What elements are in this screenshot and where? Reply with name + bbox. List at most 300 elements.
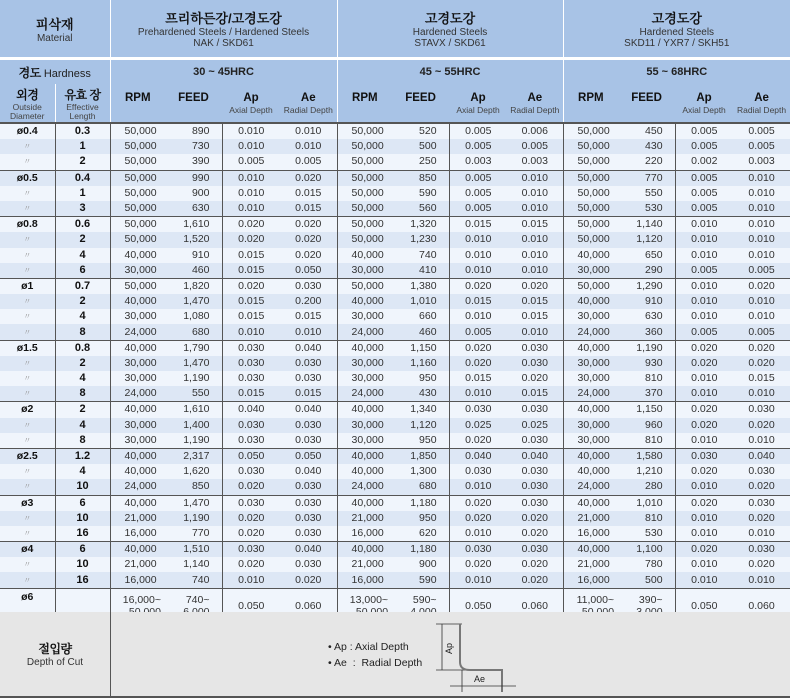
table-row — [0, 464, 790, 479]
group-2-ko: 고경도강 — [424, 11, 476, 26]
feed-cell: 1,400 — [165, 418, 222, 433]
feed-cell: 1,210 — [618, 464, 675, 479]
feed-cell: 620 — [392, 526, 449, 542]
col-header-ae-group-3 — [733, 84, 790, 123]
ae-cell: 0.010 — [507, 232, 563, 247]
table-row — [0, 371, 790, 386]
ap-cell: 0.010 — [675, 309, 733, 324]
col-header-ap-sub: Axial Depth — [229, 104, 273, 115]
rpm-cell: 40,000 — [110, 340, 165, 356]
rpm-cell: 50,000 — [110, 154, 165, 170]
feed-cell: 950 — [392, 433, 449, 449]
ap-cell: 0.010 — [675, 371, 733, 386]
diameter-cell: ø0.4 — [0, 123, 55, 139]
ae-cell: 0.050 — [280, 263, 337, 279]
length-cell: 10 — [55, 511, 110, 526]
ap-cell: 0.010 — [675, 217, 733, 233]
ap-cell: 0.015 — [449, 217, 507, 233]
feed-cell: 810 — [618, 433, 675, 449]
length-cell: 8 — [55, 386, 110, 402]
length-cell: 0.6 — [55, 217, 110, 233]
rpm-cell: 21,000 — [110, 511, 165, 526]
ae-cell: 0.010 — [733, 170, 790, 186]
ap-cell: 0.010 — [675, 294, 733, 309]
ap-cell: 0.040 — [222, 402, 280, 418]
ap-cell: 0.005 — [675, 263, 733, 279]
ap-cell: 0.020 — [449, 340, 507, 356]
feed-cell: 780 — [618, 557, 675, 572]
feed-range-cell-line: 740~ — [185, 593, 210, 606]
group-2-grades: STAVX / SKD61 — [414, 38, 486, 49]
rpm-cell: 50,000 — [337, 201, 392, 217]
rpm-cell: 24,000 — [563, 479, 618, 495]
feed-cell: 1,010 — [392, 294, 449, 309]
rpm-cell: 30,000 — [110, 371, 165, 386]
feed-cell: 1,190 — [165, 511, 222, 526]
feed-cell: 810 — [618, 371, 675, 386]
rpm-cell: 50,000 — [337, 139, 392, 154]
ae-cell: 0.010 — [733, 217, 790, 233]
feed-cell: 1,850 — [392, 448, 449, 464]
rpm-cell: 24,000 — [563, 386, 618, 402]
rpm-cell: 40,000 — [563, 448, 618, 464]
ae-cell: 0.020 — [507, 278, 563, 294]
feed-cell: 550 — [165, 386, 222, 402]
length-cell: 10 — [55, 479, 110, 495]
feed-cell: 1,140 — [618, 217, 675, 233]
rpm-cell: 30,000 — [110, 263, 165, 279]
ae-cell: 0.005 — [733, 263, 790, 279]
length-cell: 16 — [55, 572, 110, 588]
feed-cell: 250 — [392, 154, 449, 170]
ae-cell: 0.040 — [280, 464, 337, 479]
ae-cell: 0.020 — [507, 557, 563, 572]
rpm-cell: 21,000 — [563, 511, 618, 526]
diameter-cell: ø0.8 — [0, 217, 55, 233]
ap-cell: 0.020 — [449, 278, 507, 294]
ae-cell: 0.020 — [733, 278, 790, 294]
ap-cell: 0.010 — [675, 278, 733, 294]
feed-cell: 1,150 — [618, 402, 675, 418]
rpm-cell: 50,000 — [563, 232, 618, 247]
ae-cell: 0.010 — [507, 248, 563, 263]
col-header-ae-label: Ae — [754, 91, 769, 104]
group-1-grades: NAK / SKD61 — [193, 38, 254, 49]
diagram-ap-label: Ap — [444, 642, 454, 654]
ae-cell: 0.010 — [733, 186, 790, 201]
col-header-feed-label: FEED — [631, 92, 662, 104]
length-cell: 1 — [55, 186, 110, 201]
table-row — [0, 526, 790, 542]
ae-cell: 0.040 — [280, 542, 337, 558]
diameter-cell: 〃 — [0, 479, 55, 495]
table-row — [0, 418, 790, 433]
ap-cell: 0.020 — [449, 511, 507, 526]
diameter-cell: 〃 — [0, 263, 55, 279]
length-cell: 8 — [55, 324, 110, 340]
ap-cell: 0.003 — [449, 154, 507, 170]
rpm-cell: 40,000 — [110, 464, 165, 479]
ae-cell: 0.010 — [733, 232, 790, 247]
feed-cell: 890 — [165, 123, 222, 139]
length-cell: 4 — [55, 309, 110, 324]
rpm-cell: 30,000 — [337, 418, 392, 433]
col-header-ap-label: Ap — [696, 91, 712, 104]
diameter-en2: Diameter — [10, 110, 45, 121]
rpm-cell: 21,000 — [337, 557, 392, 572]
material-en: Material — [36, 32, 73, 44]
rpm-cell: 40,000 — [110, 448, 165, 464]
ae-cell: 0.020 — [733, 340, 790, 356]
rpm-cell: 30,000 — [563, 263, 618, 279]
ae-cell: 0.015 — [507, 309, 563, 324]
rpm-cell: 30,000 — [563, 356, 618, 371]
table-row — [0, 248, 790, 263]
ae-cell: 0.003 — [507, 154, 563, 170]
feed-cell: 770 — [165, 526, 222, 542]
ap-cell: 0.020 — [222, 278, 280, 294]
rpm-cell: 50,000 — [563, 201, 618, 217]
feed-cell: 430 — [392, 386, 449, 402]
rpm-cell: 16,000 — [563, 572, 618, 588]
table-row — [0, 402, 790, 418]
length-cell: 16 — [55, 526, 110, 542]
ae-cell: 0.040 — [280, 340, 337, 356]
diameter-cell: 〃 — [0, 324, 55, 340]
feed-cell: 1,320 — [392, 217, 449, 233]
ae-cell: 0.020 — [507, 526, 563, 542]
table-row — [0, 170, 790, 186]
ap-cell: 0.030 — [222, 495, 280, 511]
length-cell: 0.8 — [55, 340, 110, 356]
ap-cell: 0.005 — [449, 201, 507, 217]
feed-cell: 1,470 — [165, 294, 222, 309]
ap-cell: 0.030 — [222, 418, 280, 433]
length-header — [55, 84, 110, 123]
ap-cell: 0.020 — [675, 495, 733, 511]
ap-cell: 0.030 — [449, 402, 507, 418]
feed-cell: 1,190 — [618, 340, 675, 356]
ae-cell: 0.010 — [280, 324, 337, 340]
ap-cell: 0.005 — [675, 186, 733, 201]
table-row — [0, 340, 790, 356]
hardness-group-1: 30 ~ 45HRC — [110, 60, 337, 84]
rpm-cell: 30,000 — [337, 309, 392, 324]
diameter-cell: 〃 — [0, 139, 55, 154]
ae-cell: 0.020 — [280, 170, 337, 186]
depth-of-cut-diagram — [436, 620, 518, 694]
table-row — [0, 448, 790, 464]
legend-ap-key: Ap — [334, 641, 347, 653]
rpm-cell: 30,000 — [110, 433, 165, 449]
feed-cell: 1,610 — [165, 402, 222, 418]
rpm-cell: 40,000 — [110, 542, 165, 558]
depth-of-cut-ko: 절입량 — [38, 642, 72, 656]
feed-cell: 430 — [618, 139, 675, 154]
ae-cell-line: 0.060 — [748, 599, 775, 612]
feed-cell: 290 — [618, 263, 675, 279]
ap-cell: 0.020 — [449, 356, 507, 371]
feed-cell: 1,120 — [618, 232, 675, 247]
table-row — [0, 154, 790, 170]
feed-cell: 740 — [392, 248, 449, 263]
feed-cell: 1,340 — [392, 402, 449, 418]
rpm-cell: 50,000 — [337, 278, 392, 294]
feed-cell: 950 — [392, 371, 449, 386]
ap-cell: 0.005 — [449, 170, 507, 186]
rpm-cell: 50,000 — [337, 154, 392, 170]
feed-cell: 1,160 — [392, 356, 449, 371]
col-header-ae-group-1 — [280, 84, 337, 123]
group-1-ko: 프리하든강/고경도강 — [165, 11, 282, 26]
ap-cell: 0.015 — [222, 294, 280, 309]
diagram-ae-label: Ae — [474, 674, 486, 684]
rpm-cell: 40,000 — [563, 464, 618, 479]
diameter-cell: 〃 — [0, 248, 55, 263]
ae-cell: 0.200 — [280, 294, 337, 309]
ae-cell: 0.030 — [733, 464, 790, 479]
ap-cell: 0.010 — [449, 248, 507, 263]
ap-cell: 0.030 — [449, 464, 507, 479]
ap-cell: 0.020 — [449, 433, 507, 449]
ap-cell: 0.010 — [222, 123, 280, 139]
hardness-label — [0, 60, 110, 84]
ap-cell: 0.020 — [449, 557, 507, 572]
ap-cell: 0.010 — [449, 526, 507, 542]
ap-cell: 0.030 — [222, 433, 280, 449]
rpm-cell: 30,000 — [563, 371, 618, 386]
ae-cell: 0.030 — [507, 479, 563, 495]
feed-cell: 650 — [618, 248, 675, 263]
ae-cell-line: 0.060 — [295, 599, 322, 612]
ae-cell: 0.020 — [733, 356, 790, 371]
length-cell: 2 — [55, 356, 110, 371]
legend-ae-text: Radial Depth — [361, 657, 423, 669]
ap-cell: 0.010 — [675, 557, 733, 572]
ae-cell: 0.005 — [507, 139, 563, 154]
ae-cell: 0.005 — [280, 154, 337, 170]
ap-cell: 0.020 — [675, 542, 733, 558]
group-1-en: Prehardened Steels / Hardened Steels — [137, 27, 310, 38]
table-row — [0, 186, 790, 201]
ap-cell: 0.020 — [675, 464, 733, 479]
rpm-cell: 21,000 — [110, 557, 165, 572]
rpm-cell: 50,000 — [337, 232, 392, 247]
ae-cell: 0.030 — [280, 356, 337, 371]
rpm-cell: 40,000 — [337, 464, 392, 479]
ae-cell: 0.010 — [280, 123, 337, 139]
feed-cell: 1,190 — [165, 371, 222, 386]
table-row — [0, 433, 790, 449]
ap-cell: 0.010 — [675, 232, 733, 247]
rpm-cell: 30,000 — [337, 433, 392, 449]
depth-legend — [328, 639, 422, 671]
feed-cell: 630 — [618, 309, 675, 324]
feed-cell: 1,140 — [165, 557, 222, 572]
feed-cell: 930 — [618, 356, 675, 371]
feed-cell: 220 — [618, 154, 675, 170]
length-cell: 6 — [55, 495, 110, 511]
col-header-rpm-label: RPM — [578, 92, 604, 104]
table-row — [0, 511, 790, 526]
ap-cell: 0.010 — [222, 186, 280, 201]
ap-cell: 0.005 — [675, 324, 733, 340]
ap-cell: 0.005 — [449, 139, 507, 154]
depth-of-cut-label — [0, 612, 111, 696]
feed-cell: 460 — [392, 324, 449, 340]
rpm-cell: 50,000 — [337, 186, 392, 201]
feed-cell: 450 — [618, 123, 675, 139]
ae-cell: 0.010 — [733, 201, 790, 217]
ap-cell: 0.020 — [222, 232, 280, 247]
diameter-cell: 〃 — [0, 294, 55, 309]
ae-cell: 0.015 — [507, 294, 563, 309]
length-cell: 4 — [55, 248, 110, 263]
length-cell: 2 — [55, 154, 110, 170]
feed-cell: 900 — [392, 557, 449, 572]
col-header-feed-label: FEED — [405, 92, 436, 104]
feed-cell: 730 — [165, 139, 222, 154]
rpm-cell: 40,000 — [337, 340, 392, 356]
feed-cell: 990 — [165, 170, 222, 186]
hardness-group-3: 55 ~ 68HRC — [563, 60, 790, 84]
ap-cell: 0.010 — [449, 309, 507, 324]
diameter-cell: 〃 — [0, 511, 55, 526]
feed-cell: 2,317 — [165, 448, 222, 464]
table-row — [0, 201, 790, 217]
diameter-cell: ø2 — [0, 402, 55, 418]
ap-cell: 0.040 — [449, 448, 507, 464]
ap-cell: 0.010 — [449, 263, 507, 279]
col-header-ap-label: Ap — [470, 91, 486, 104]
col-header-rpm-group-1 — [110, 84, 165, 123]
table-row — [0, 139, 790, 154]
feed-cell: 1,610 — [165, 217, 222, 233]
rpm-cell: 40,000 — [110, 495, 165, 511]
col-header-rpm-group-3 — [563, 84, 618, 123]
feed-range-cell-line: 390~ — [638, 593, 663, 606]
ae-cell: 0.050 — [280, 448, 337, 464]
length-cell: 1.2 — [55, 448, 110, 464]
group-header-2 — [337, 0, 563, 57]
diameter-cell: 〃 — [0, 201, 55, 217]
rpm-cell: 30,000 — [563, 418, 618, 433]
diameter-header — [0, 84, 55, 123]
ae-cell: 0.020 — [507, 572, 563, 588]
col-header-ap-sub: Axial Depth — [456, 104, 500, 115]
ae-cell: 0.020 — [733, 511, 790, 526]
ap-cell: 0.020 — [449, 495, 507, 511]
rpm-cell: 50,000 — [563, 170, 618, 186]
table-row — [0, 263, 790, 279]
rpm-cell: 30,000 — [110, 356, 165, 371]
ap-cell: 0.005 — [449, 123, 507, 139]
ae-cell: 0.030 — [507, 464, 563, 479]
ap-cell: 0.005 — [222, 154, 280, 170]
feed-cell: 740 — [165, 572, 222, 588]
length-cell: 2 — [55, 294, 110, 309]
feed-cell: 530 — [618, 201, 675, 217]
col-header-rpm-label: RPM — [124, 92, 151, 104]
rpm-cell: 50,000 — [110, 186, 165, 201]
table-row — [0, 572, 790, 588]
table-row — [0, 356, 790, 371]
legend-ap-sep: : — [349, 641, 353, 653]
table-row — [0, 123, 790, 139]
ap-cell: 0.015 — [222, 309, 280, 324]
feed-cell: 590 — [392, 186, 449, 201]
feed-cell: 500 — [618, 572, 675, 588]
ap-cell: 0.015 — [449, 294, 507, 309]
legend-ap-text: Axial Depth — [355, 641, 409, 653]
ap-cell: 0.010 — [222, 139, 280, 154]
ap-cell: 0.030 — [675, 448, 733, 464]
feed-cell: 1,470 — [165, 495, 222, 511]
ae-cell: 0.040 — [280, 402, 337, 418]
feed-cell: 950 — [392, 511, 449, 526]
col-header-feed-group-1 — [165, 84, 222, 123]
ae-cell: 0.015 — [507, 217, 563, 233]
ap-cell: 0.030 — [222, 464, 280, 479]
length-cell: 0.4 — [55, 170, 110, 186]
col-header-ae-group-2 — [507, 84, 563, 123]
ap-cell: 0.002 — [675, 154, 733, 170]
rpm-cell: 50,000 — [110, 201, 165, 217]
rpm-cell: 30,000 — [563, 433, 618, 449]
feed-cell: 1,180 — [392, 495, 449, 511]
rpm-cell: 50,000 — [563, 123, 618, 139]
diameter-cell: 〃 — [0, 464, 55, 479]
ae-cell: 0.030 — [507, 542, 563, 558]
diameter-cell: ø0.5 — [0, 170, 55, 186]
rpm-cell: 24,000 — [110, 324, 165, 340]
diameter-cell: 〃 — [0, 557, 55, 572]
feed-cell: 1,100 — [618, 542, 675, 558]
diameter-cell: ø3 — [0, 495, 55, 511]
diameter-cell: ø1.5 — [0, 340, 55, 356]
diameter-cell: 〃 — [0, 356, 55, 371]
rpm-cell: 50,000 — [110, 170, 165, 186]
feed-cell: 850 — [392, 170, 449, 186]
ae-cell: 0.030 — [507, 433, 563, 449]
rpm-cell: 24,000 — [110, 479, 165, 495]
feed-cell: 1,580 — [618, 448, 675, 464]
table-row — [0, 278, 790, 294]
group-2-en: Hardened Steels — [412, 27, 488, 38]
col-header-ap-label: Ap — [243, 91, 259, 104]
feed-cell: 1,190 — [165, 433, 222, 449]
rpm-cell: 40,000 — [337, 402, 392, 418]
rpm-range-cell-line: 11,000~ — [576, 593, 615, 606]
rpm-cell: 40,000 — [563, 294, 618, 309]
length-cell: 4 — [55, 464, 110, 479]
feed-cell: 1,620 — [165, 464, 222, 479]
ae-cell: 0.025 — [507, 418, 563, 433]
diameter-cell: ø4 — [0, 542, 55, 558]
rpm-cell: 21,000 — [563, 557, 618, 572]
rpm-cell: 50,000 — [563, 154, 618, 170]
group-header-3 — [563, 0, 790, 57]
ap-cell-line: 0.050 — [238, 599, 265, 612]
material-header — [0, 0, 110, 57]
ap-cell: 0.010 — [675, 572, 733, 588]
ae-cell: 0.030 — [280, 557, 337, 572]
feed-cell: 280 — [618, 479, 675, 495]
ae-cell: 0.030 — [733, 542, 790, 558]
ae-cell: 0.010 — [733, 386, 790, 402]
ap-cell: 0.030 — [222, 356, 280, 371]
feed-cell: 460 — [165, 263, 222, 279]
